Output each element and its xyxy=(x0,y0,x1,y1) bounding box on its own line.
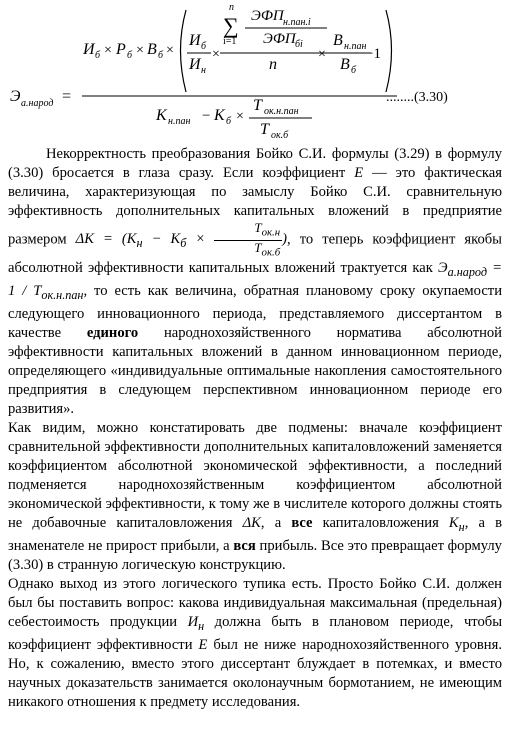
p2-text-d: , а в знаменателе не прирост прибыли, а xyxy=(8,515,502,554)
p1-f-den xyxy=(214,241,282,260)
frac3-den-sub: б xyxy=(351,65,357,76)
p1-f-kn-sub: н xyxy=(136,236,143,251)
p3-in-i: И xyxy=(187,613,199,630)
times-1: × xyxy=(104,43,112,58)
p3-in-sub: н xyxy=(198,618,205,633)
sum-bottom: i=1 xyxy=(223,36,237,47)
den-t-den: Т xyxy=(260,121,269,138)
p2-bold-vse: все xyxy=(291,515,313,531)
equation-number: ........(3.30) xyxy=(386,90,448,105)
frac3-num-sub: н.пан xyxy=(344,41,367,52)
p1-f-kb-sub: б xyxy=(180,236,187,251)
num-b-sub: б xyxy=(158,50,164,61)
paragraph-1 xyxy=(8,145,502,419)
p1-bold-edinogo: единого xyxy=(86,325,139,341)
right-paren xyxy=(386,10,392,92)
den-t-num-sub: ок.н.пан xyxy=(264,106,299,117)
frac1-den: И xyxy=(189,56,201,73)
frac1-den-sub: н xyxy=(201,65,206,76)
p3-text-a: Однако выход из этого логического тупика есть. Просто Бойко С.И. должен был бы поставить вопрос: какова индивидуальная максимальная (предельная) себестоимость продукции xyxy=(8,575,502,630)
p1-f-close: ) xyxy=(282,231,288,248)
den-t-den-sub: ок.б xyxy=(271,130,289,141)
times-5: × xyxy=(318,47,326,62)
p1-text-b: — это фактическая величина, характеризующая по замыслу Бойко С.И. сравнительную эффективность дополнительных капитальных вложений в предприятие размером xyxy=(8,165,502,248)
p2-delta-k: ΔK xyxy=(242,515,261,531)
p1-f-lhs: ΔK = (K xyxy=(75,231,137,248)
p3-symbol-e: Е xyxy=(198,636,208,653)
den-minus: − xyxy=(202,108,211,124)
num-ib: И xyxy=(83,41,95,58)
p1-f-den-sub: ок.б xyxy=(261,246,281,259)
efp-den: ЭФП xyxy=(263,31,296,47)
p1-f-num xyxy=(214,221,282,241)
p1-f-fraction xyxy=(214,221,282,259)
p1-f2-sub: а.народ xyxy=(447,265,487,280)
den-kb: К xyxy=(214,107,225,124)
p3-text-c: был не ниже народнохозяйственного уровня. Но, к сожалению, вместо этого диссертант блуждает в потемках, и вместо научных доказательств занимается околонаучным бормотанием, не имеющим никакого отношения к предмету исследования. xyxy=(8,636,502,710)
num-p: Р xyxy=(116,41,126,58)
p2-bold-vsya: вся xyxy=(233,537,256,554)
p1-f2-rest: = 1 / T xyxy=(8,260,502,300)
formula-equals: = xyxy=(62,88,72,105)
p1-f2-sub2: ок.н.пан xyxy=(41,288,84,302)
p1-text-a: Некорректность преобразования Бойко С.И. формулы (3.29) в формулу (3.30) бросается в глаза сразу. Если коэффициент xyxy=(8,146,502,181)
p3-in xyxy=(187,613,205,633)
p1-f-num-sub: ок.н xyxy=(261,226,281,239)
times-3: × xyxy=(166,43,174,58)
p3-text-b: должна быть в плановом периоде, чтобы коэффициент эффективности xyxy=(8,613,502,653)
num-ib-sub: б xyxy=(95,50,101,61)
efp-num: ЭФП xyxy=(251,8,284,24)
formula-lhs: Э xyxy=(10,88,21,105)
p1-delta-k-formula xyxy=(75,220,288,259)
frac3-den: В xyxy=(340,56,350,73)
den-k-sub: н.пан xyxy=(168,116,191,127)
times-2: × xyxy=(136,43,144,58)
p2-kn-sub: н xyxy=(458,519,465,534)
p2-text-e: прибыль. Все это превращает формулу (3.30) в странную логическую конструкцию. xyxy=(8,537,502,573)
den-t-num: Т xyxy=(253,97,262,114)
den-k: К xyxy=(156,107,167,124)
frac1-num-letter: И xyxy=(189,32,201,49)
frac1-num-sub: б xyxy=(201,41,207,52)
formula-lhs-sub: а.народ xyxy=(21,98,54,109)
sum-top: n xyxy=(229,2,234,13)
p1-f-mid: − K xyxy=(142,231,181,248)
p1-text-e: народнохозяйственного норматива абсолютной эффективности капитальных вложений в данном инновационном периоде, определяющего «индивидуальные оптимальные накопления самостоятельного предприятия в следующем перспективном инновационном периоде его развития». xyxy=(8,325,502,417)
minus-one: −1 xyxy=(365,46,381,62)
body-text xyxy=(8,145,502,712)
efp-den-sub: бi xyxy=(295,39,303,50)
efp-num-sub: н.пан.i xyxy=(283,17,311,28)
n-den: n xyxy=(269,56,277,73)
p1-f2-e: Э xyxy=(438,260,448,277)
frac3-num: В xyxy=(333,32,343,49)
paragraph-2 xyxy=(8,419,502,575)
p1-symbol-e: Е xyxy=(354,165,364,181)
p1-f-den-t: T xyxy=(254,239,262,255)
den-kb-sub: б xyxy=(226,116,232,127)
p1-f-times: × xyxy=(186,231,215,248)
sum-sigma: ∑ xyxy=(223,13,239,38)
num-b: В xyxy=(147,41,157,58)
p1-text-c: , то теперь коэффициент якобы абсолютной эффективности капитальных вложений трактуется как xyxy=(8,231,502,277)
left-paren xyxy=(181,10,187,92)
formula-3-30 xyxy=(0,0,510,145)
num-p-sub: б xyxy=(127,50,133,61)
p2-kn xyxy=(448,515,465,534)
p1-f-num-t: T xyxy=(254,220,262,235)
p2-text-a: Как видим, можно констатировать две подмены: вначале коэффициент сравнительной эффективности дополнительных капиталовложений заменяется коэффициентом абсолютной экономической эффективности, а последний подменяется народнохозяйственным коэффициентом абсолютной экономической эффективности, к тому же в числителе которого должны стоять не добавочные капиталовложения xyxy=(8,420,502,531)
times-4: × xyxy=(212,47,220,62)
p1-text-d: , то есть как величина, обратная плановому сроку окупаемости следующего инновационного периода, представляемого диссертантом в качестве xyxy=(8,283,502,341)
formula-svg xyxy=(0,0,510,145)
p2-kn-k: K xyxy=(448,515,459,531)
p2-text-c: капиталовложения xyxy=(312,515,449,531)
den-times: × xyxy=(236,109,244,124)
paragraph-3 xyxy=(8,575,502,712)
p2-text-b: , а xyxy=(260,515,292,531)
